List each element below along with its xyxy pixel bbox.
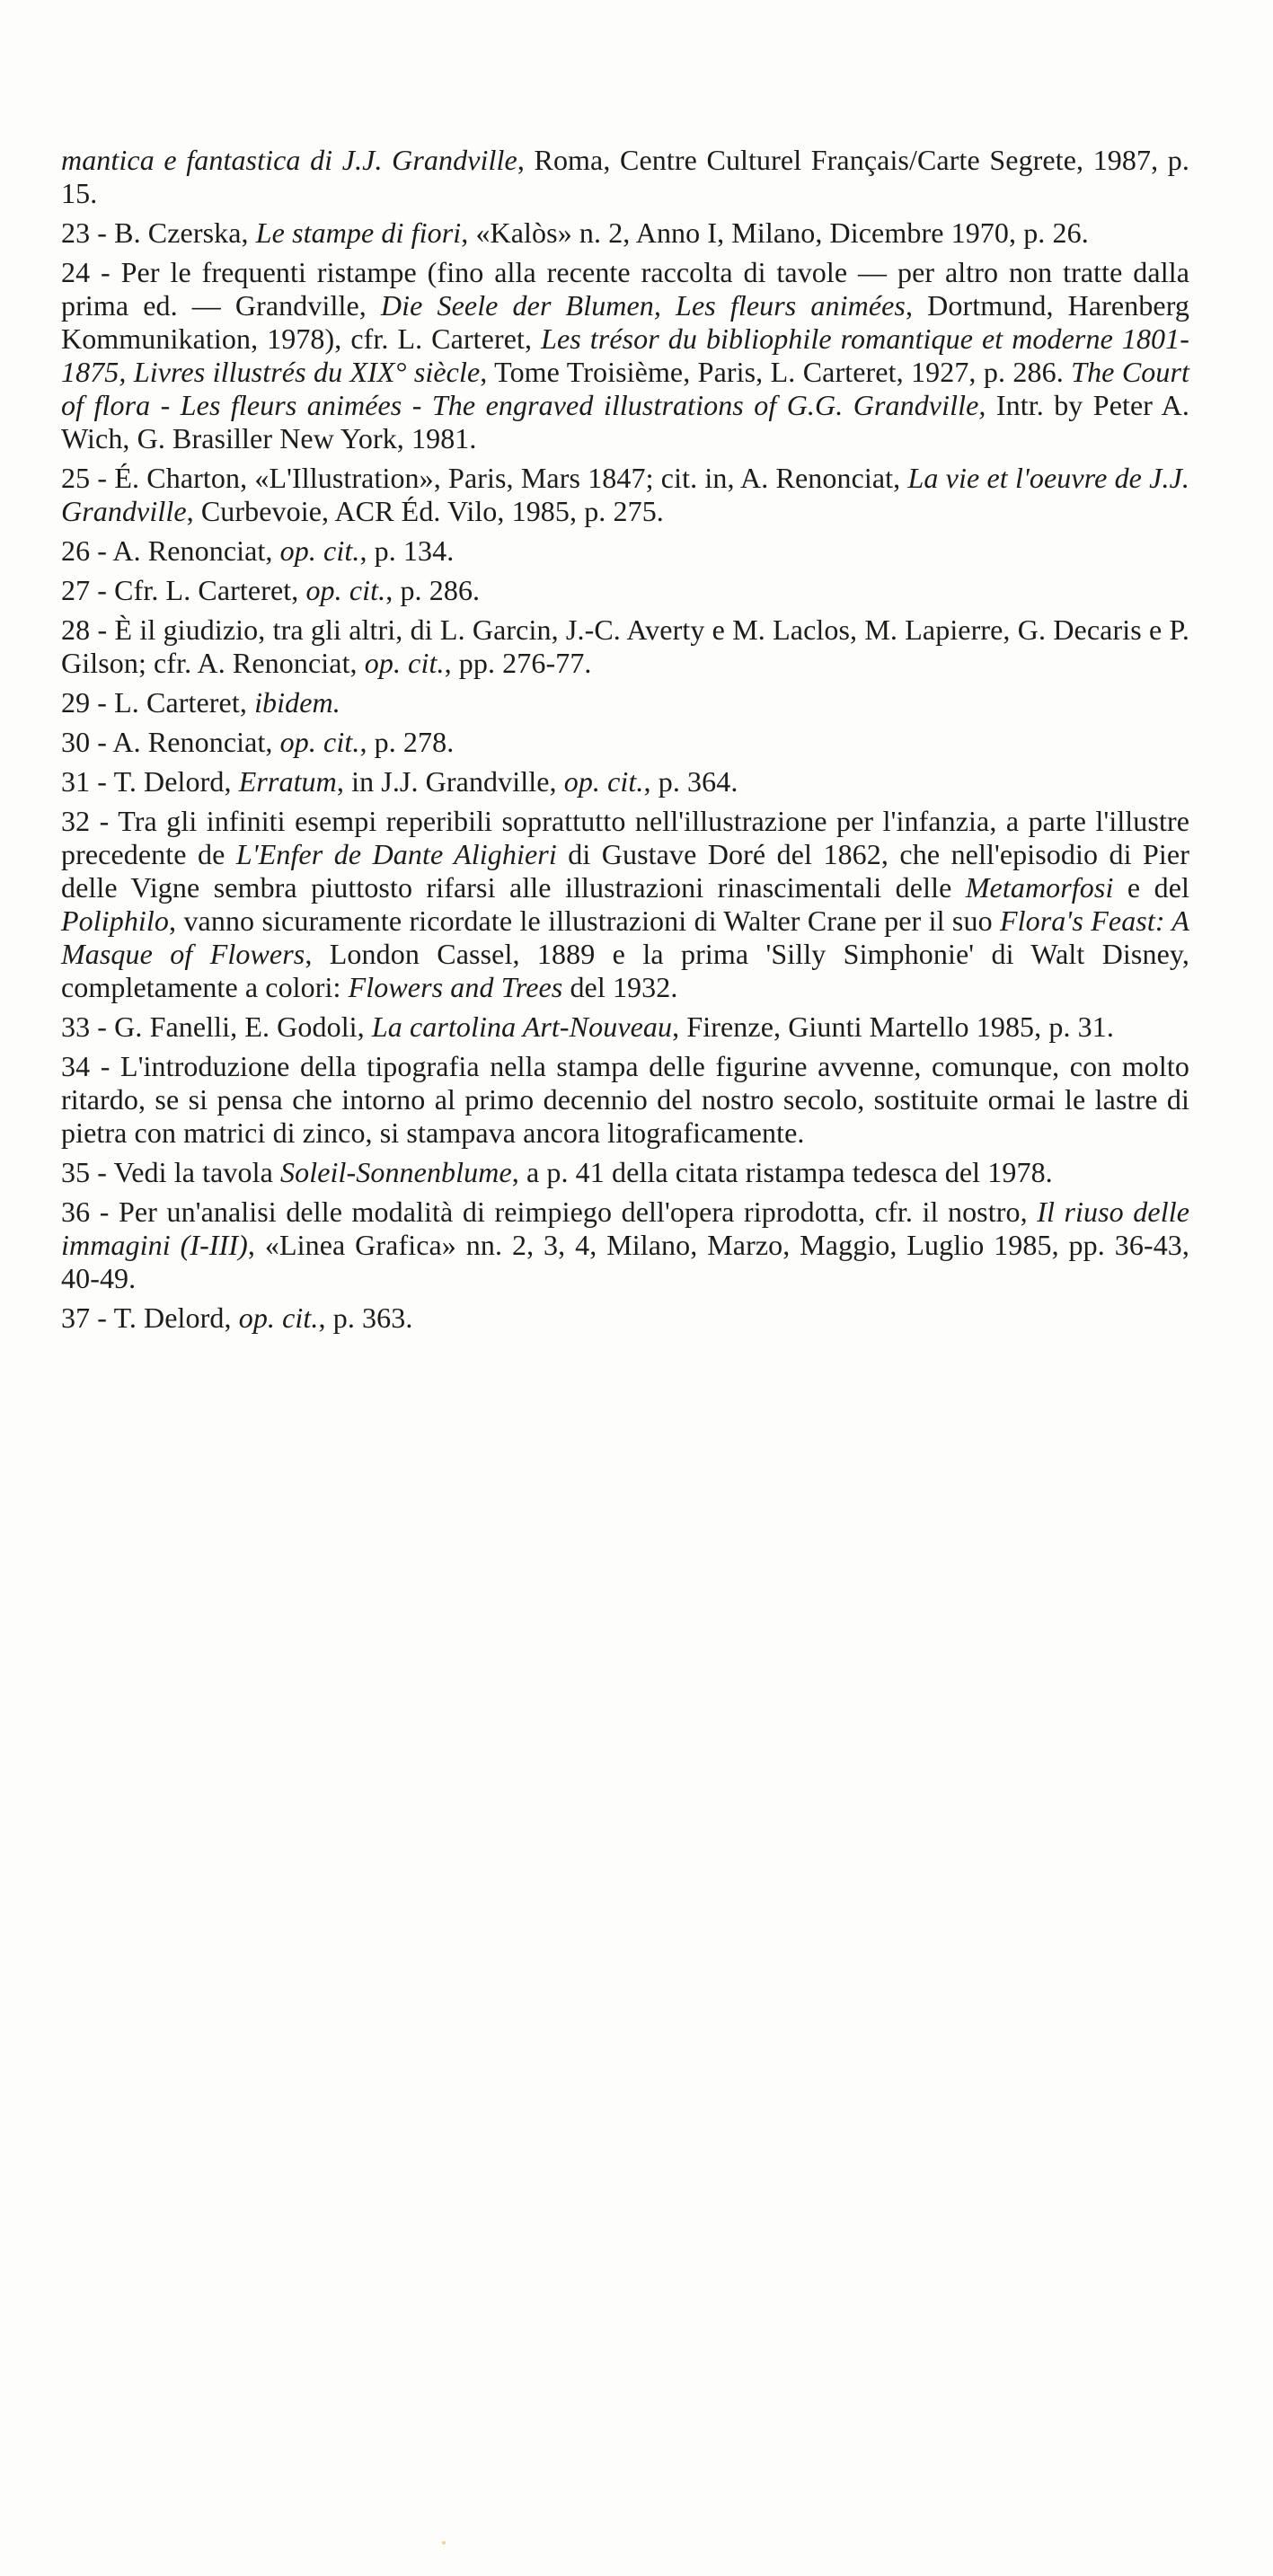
italic-text: op. cit. [563,765,644,798]
footnotes-page [61,144,1189,1341]
note-text: , p. 286. [385,574,481,606]
note-text: 25 - É. Charton, «L'Illustration», Paris, Mars 1847; cit. in, A. Renonciat, [61,462,908,494]
note-text: del 1932. [562,971,678,1003]
italic-text: op. cit. [279,534,360,567]
italic-text: op. cit. [305,574,386,606]
italic-text: op. cit. [238,1301,319,1334]
paper-speck [442,2541,446,2545]
footnote-25 [61,462,1189,528]
italic-text: op. cit. [364,647,445,679]
note-text: 26 - A. Renonciat, [61,534,280,567]
footnote-24 [61,256,1189,455]
note-text: , pp. 276-77. [444,647,592,679]
note-text: 31 - T. Delord, [61,765,239,798]
italic-text: Die Seele der Blumen, Les fleurs animées [380,289,906,322]
italic-text: Les trésor du bibliophile romantique et moderne 1801-1875, Livres illustrés du XIX° siècle [61,322,1190,388]
note-text: di Gustave Doré del 1862, che nell'episodio di Pier delle Vigne sembra piuttosto rifarsi alle illustrazioni rinascimentali delle [61,838,1189,904]
footnote-23 [61,216,1189,250]
note-text: , Dortmund, Harenberg Kommunikation, 1978), cfr. L. Carteret, [61,289,1189,355]
footnote-31 [61,765,1189,798]
footnote-30 [61,726,1189,759]
italic-text: Le stampe di fiori [255,216,462,249]
footnote-33 [61,1010,1189,1044]
italic-text: Flora's Feast: A Masque of Flowers [61,904,1189,970]
italic-text: La cartolina Art-Nouveau [371,1010,673,1043]
note-text: , vanno sicuramente ricordate le illustrazioni di Walter Crane per il suo [169,904,1001,937]
note-text: e del [1113,871,1189,904]
footnote-37 [61,1301,1189,1335]
italic-text: Flowers and Trees [348,971,563,1003]
italic-text: Erratum [238,765,337,798]
note-text: , p. 364. [643,765,738,798]
note-text: , «Kalòs» n. 2, Anno I, Milano, Dicembre 1970, p. 26. [461,216,1089,249]
note-text: , Curbevoie, ACR Éd. Vilo, 1985, p. 275. [186,495,664,527]
footnote-36 [61,1195,1189,1295]
footnote-continued [61,144,1189,210]
note-text: 33 - G. Fanelli, E. Godoli, [61,1010,372,1043]
note-text: 32 - Tra gli infiniti esempi reperibili soprattutto nell'illustrazione per l'infanzia, a parte l'illustre precedente de [61,805,1189,870]
footnote-35 [61,1156,1189,1189]
note-text: 30 - A. Renonciat, [61,726,280,758]
footnote-26 [61,534,1189,568]
italic-text: Metamorfosi [965,871,1114,904]
italic-text: Soleil-Sonnenblume [280,1156,512,1188]
note-text: , p. 134. [359,534,455,567]
note-text: 34 - L'introduzione della tipografia nella stampa delle figurine avvenne, comunque, con molto ritardo, se si pensa che intorno al primo decennio del nostro secolo, sostituite ormai le lastre di pietra con matrici di zinco, si stampava ancora litograficamente. [61,1050,1189,1149]
note-text: , «Linea Grafica» nn. 2, 3, 4, Milano, Marzo, Maggio, Luglio 1985, pp. 36-43, 40-49. [61,1229,1189,1294]
note-text: , Firenze, Giunti Martello 1985, p. 31. [672,1010,1114,1043]
italic-text: mantica e fantastica di J.J. Grandville [61,144,517,176]
note-text: , in J.J. Grandville, [336,765,564,798]
italic-text: Poliphilo [61,904,170,937]
note-text: 36 - Per un'analisi delle modalità di reimpiego dell'opera riprodotta, cfr. il nostro, [61,1195,1038,1228]
italic-text: La vie et l'oeuvre de J.J. Grandville [61,462,1189,527]
note-text: 35 - Vedi la tavola [61,1156,281,1188]
note-text: 27 - Cfr. L. Carteret, [61,574,306,606]
italic-text: ibidem. [254,686,340,719]
footnote-29 [61,686,1189,719]
note-text: , p. 363. [318,1301,413,1334]
italic-text: L'Enfer de Dante Alighieri [235,838,557,870]
note-text: , p. 278. [359,726,455,758]
note-text: 24 - Per le frequenti ristampe (fino alla recente raccolta di tavole — per altro non tratte dalla prima ed. — Grandville, [61,256,1189,322]
note-text: , Roma, Centre Culturel Français/Carte Segrete, 1987, p. 15. [61,144,1189,209]
note-text: , Tome Troisième, Paris, L. Carteret, 1927, p. 286. [480,356,1072,388]
italic-text: Il riuso delle immagini (I-III) [61,1195,1189,1261]
note-text: Intr. by Peter A. Wich, G. Brasiller New York, 1981. [61,389,1189,454]
footnote-34 [61,1050,1189,1150]
footnote-28 [61,613,1189,680]
italic-text: op. cit. [279,726,360,758]
note-text: 29 - L. Carteret, [61,686,255,719]
footnote-27 [61,574,1189,607]
note-text: 23 - B. Czerska, [61,216,256,249]
note-text: , a p. 41 della citata ristampa tedesca del 1978. [511,1156,1053,1188]
footnote-32 [61,805,1189,1004]
note-text: 28 - È il giudizio, tra gli altri, di L. Garcin, J.-C. Averty e M. Laclos, M. Lapierre, G. Decaris e P. Gilson; cfr. A. Renonciat, [61,613,1189,679]
note-text: , London Cassel, 1889 e la prima 'Silly Simphonie' di Walt Disney, completamente a colori: [61,938,1190,1003]
note-text: 37 - T. Delord, [61,1301,239,1334]
italic-text: The Court of flora - Les fleurs animées - The engraved illustrations of G.G. Grandville, [61,356,1190,421]
